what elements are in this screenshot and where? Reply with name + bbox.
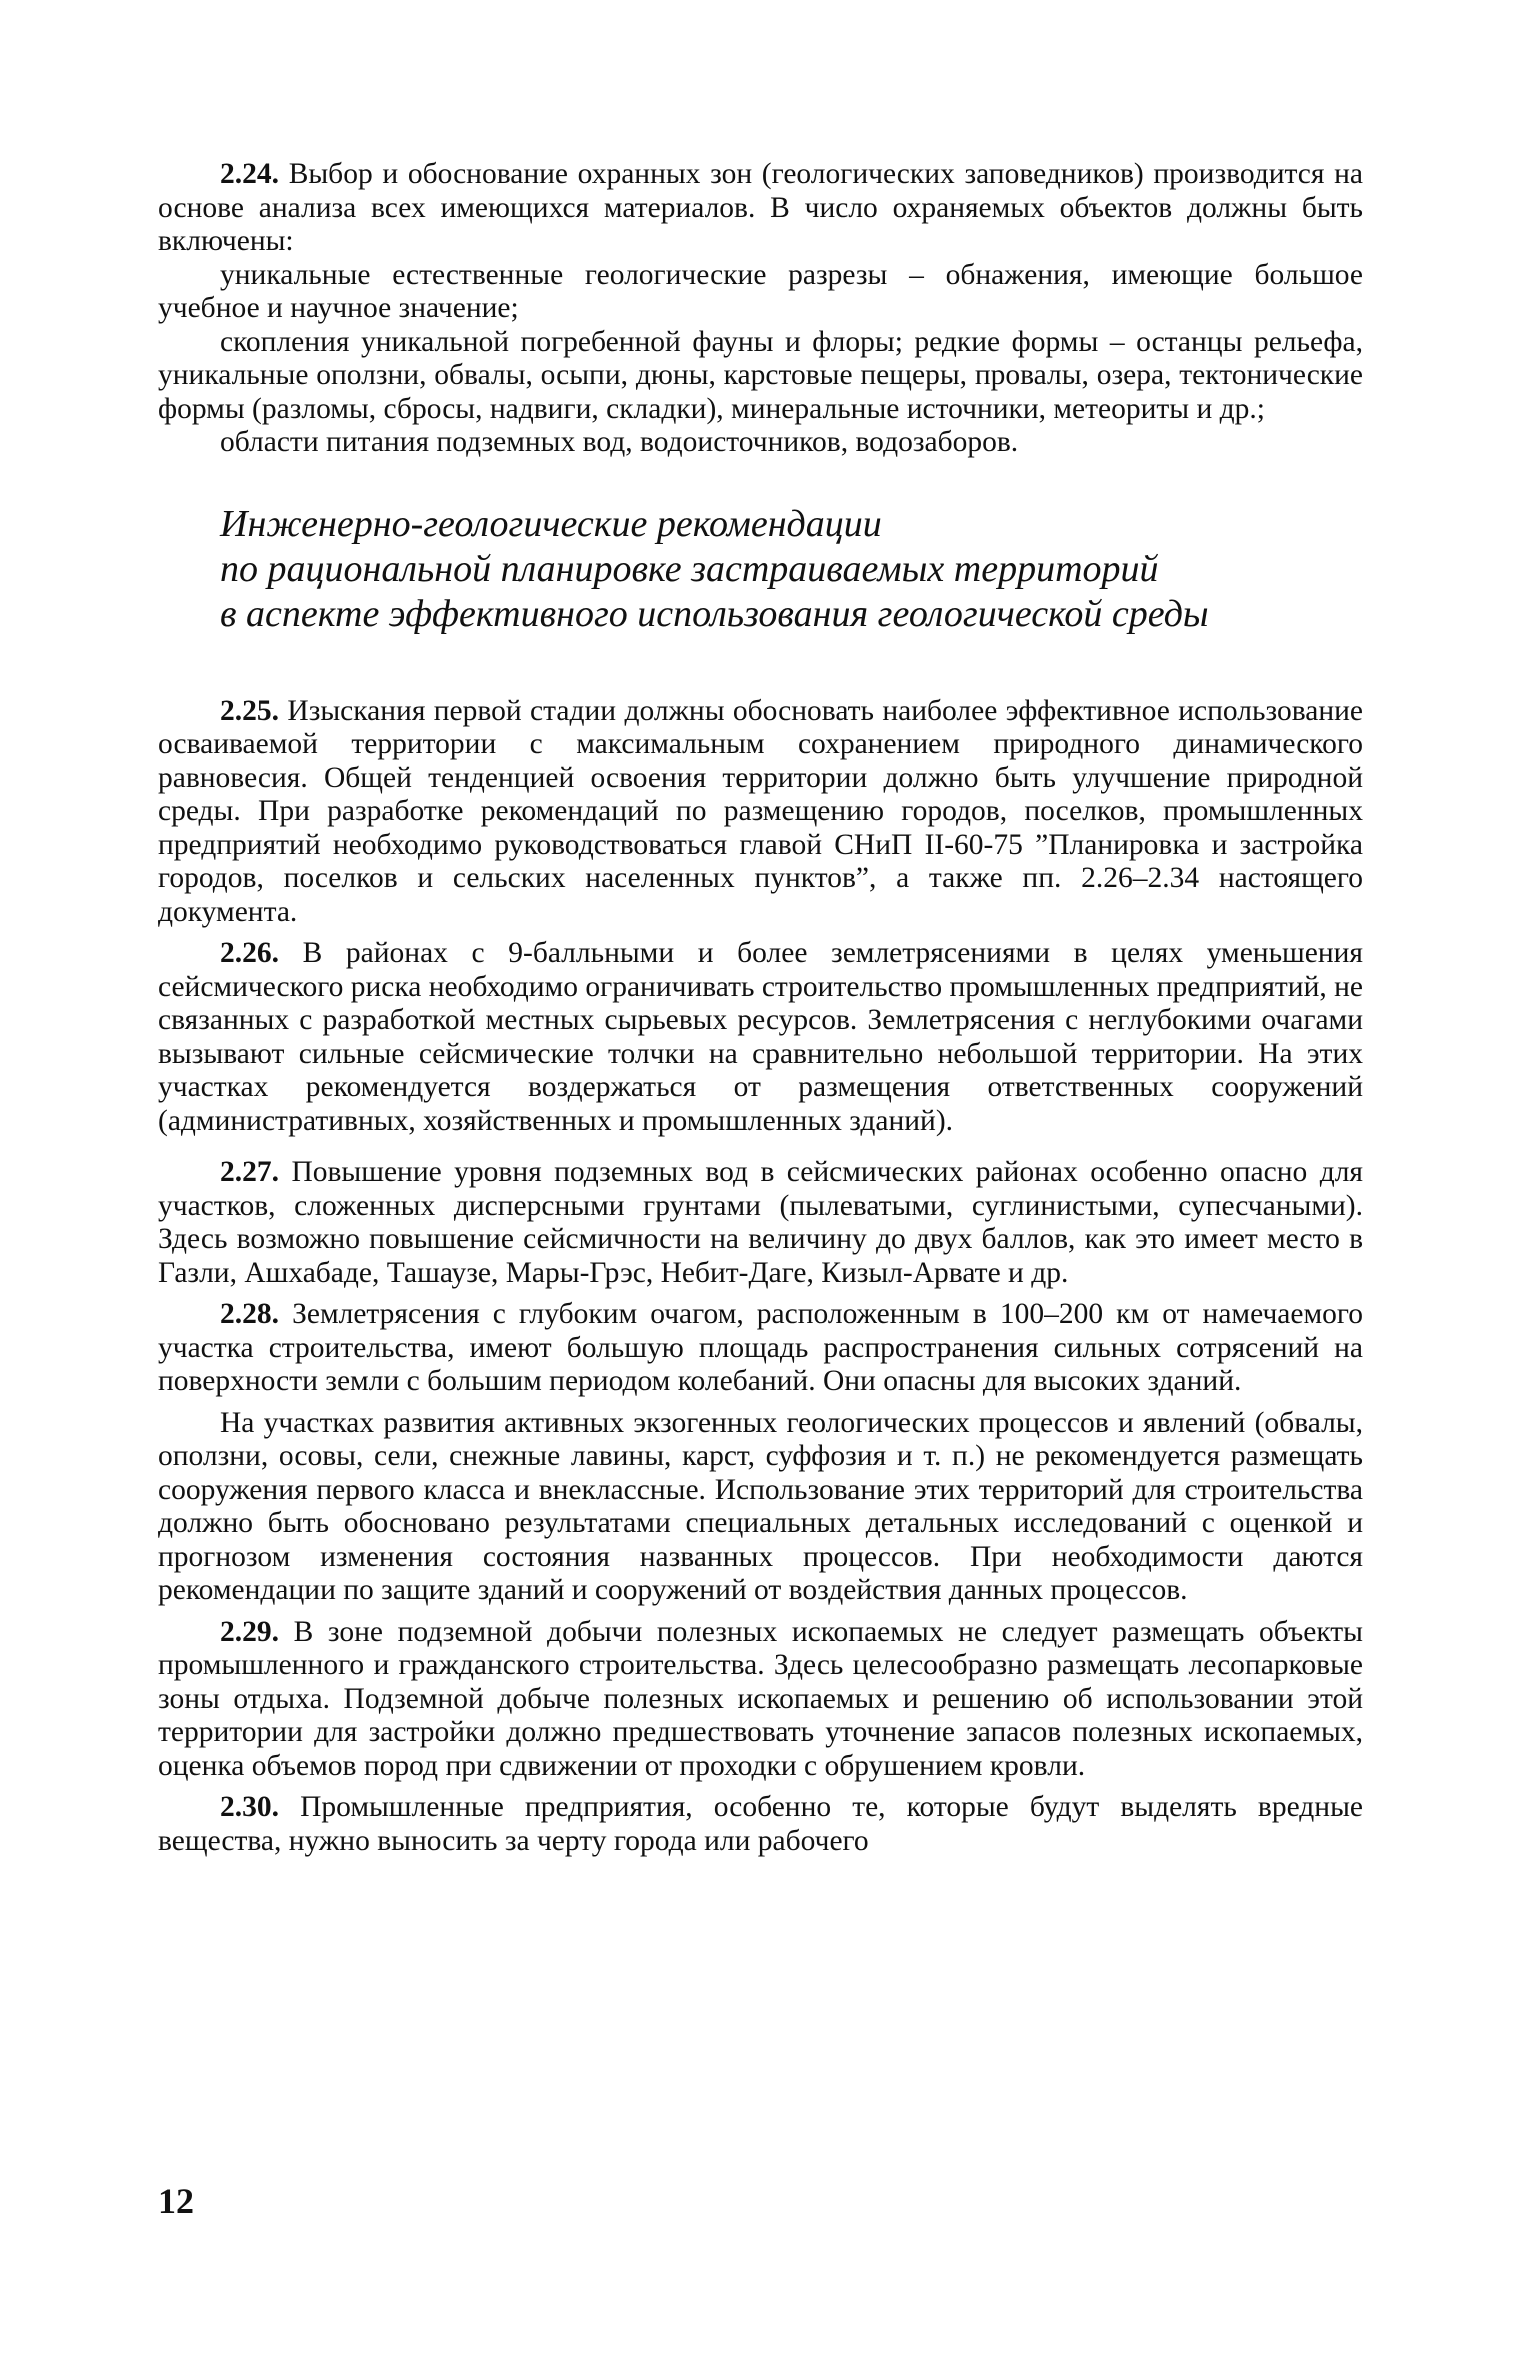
paragraph-number: 2.26. xyxy=(220,937,279,969)
paragraph-number: 2.29. xyxy=(220,1615,279,1648)
paragraph-number: 2.28. xyxy=(220,1298,279,1330)
paragraph-text: Выбор и обоснование охранных зон (геологических заповедников) производится на основе анализа всех имеющихся материалов. В число охраняемых объектов должны быть включены: xyxy=(158,158,1364,257)
paragraph-text: На участках развития активных экзогенных геологических процессов и явлений (обвалы, оползни, осовы, сели, снежные лавины, карст, суффозия и т. п.) не рекомендуется размещать сооружения первого класса и внеклассные. Использование этих территорий для строительства должно быть обосновано результатами специальных детальных исследований с оценкой и прогнозом изменения состояния названных процессов. При необходимости даются рекомендации по защите зданий и сооружений от воздействия данных процессов. xyxy=(158,1406,1363,1606)
paragraph-exogenous xyxy=(158,1407,1363,1608)
list-item: скопления уникальной погребенной фауны и флоры; редкие формы – останцы рельефа, уникальные оползни, обвалы, осыпи, дюны, карстовые пещеры, провалы, озера, тектонические формы (разломы, сбросы, надвиги, складки), минеральные источники, метеориты и др.; xyxy=(158,325,1363,425)
paragraph-2-28 xyxy=(158,1298,1363,1399)
list-item: области питания подземных вод, водоисточников, водозаборов. xyxy=(220,426,1019,458)
paragraph-number: 2.30. xyxy=(220,1791,279,1823)
section-heading xyxy=(220,502,1363,637)
paragraph-text: Землетрясения с глубоким очагом, расположенным в 100–200 км от намечаемого участка строительства, имеют большую площадь распространения сильных сотрясений на поверхности земли с большим периодом колебаний. Они опасны для высоких зданий. xyxy=(158,1298,1364,1397)
paragraph-text: В зоне подземной добычи полезных ископаемых не следует размещать объекты промышленного и гражданского строительства. Здесь целесообразно размещать лесопарковые зоны отдыха. Подземной добыче полезных ископаемых и решению об использовании этой территории для застройки должно предшествовать уточнение запасов полезных ископаемых, оценка объемов пород при сдвижении от проходки с обрушением кровли. xyxy=(158,1615,1364,1782)
paragraph-number: 2.25. xyxy=(220,694,279,727)
paragraph-2-24 xyxy=(158,158,1363,259)
paragraph-2-30 xyxy=(158,1791,1363,1858)
paragraph-2-29 xyxy=(158,1616,1363,1784)
paragraph-number: 2.27. xyxy=(220,1156,279,1188)
section-2-24 xyxy=(158,158,1363,460)
heading-line: Инженерно-геологические рекомендации xyxy=(220,502,882,545)
page-number: 12 xyxy=(158,2181,194,2221)
paragraph-2-25 xyxy=(158,695,1363,930)
paragraph-2-26 xyxy=(158,937,1363,1138)
paragraph-number: 2.24. xyxy=(220,158,279,190)
paragraph-text: В районах с 9-балльными и более землетрясениями в целях уменьшения сейсмического риска необходимо ограничивать строительство промышленных предприятий, не связанных с разработкой местных сырьевых ресурсов. Землетрясения с неглубокими очагами вызывают сильные сейсмические толчки на сравнительно небольшой территории. На этих участках рекомендуется воздержаться от размещения ответственных сооружений (административных, хозяйственных и промышленных зданий). xyxy=(158,937,1364,1137)
list-item: уникальные естественные геологические разрезы – обнажения, имеющие большое учебное и научное значение; xyxy=(158,258,1363,324)
heading-line: в аспекте эффективного использования геологической среды xyxy=(220,592,1209,635)
paragraph-text: Изыскания первой стадии должны обосновать наиболее эффективное использование осваиваемой территории с максимальным сохранением природного динамического равновесия. Общей тенденцией освоения территории должно быть улучшение природной среды. При разработке рекомендаций по размещению городов, поселков, промышленных предприятий необходимо руководствоваться главой СНиП II-60-75 ”Планировка и застройка городов, поселков и сельских населенных пунктов”, а также пп. 2.26–2.34 настоящего документа. xyxy=(158,694,1363,928)
paragraph-text: Промышленные предприятия, особенно те, которые будут выделять вредные вещества, нужно выносить за черту города или рабочего xyxy=(158,1791,1363,1857)
paragraph-2-27 xyxy=(158,1156,1363,1290)
page-body xyxy=(158,158,1363,1858)
heading-line: по рациональной планировке застраиваемых территорий xyxy=(220,547,1159,590)
paragraph-text: Повышение уровня подземных вод в сейсмических районах особенно опасно для участков, сложенных дисперсными грунтами (пылеватыми, суглинистыми, супесчаными). Здесь возможно повышение сейсмичности на величину до двух баллов, как это имеет место в Газли, Ашхабаде, Ташаузе, Мары-Грэс, Небит-Даге, Кизыл-Арвате и др. xyxy=(158,1156,1363,1289)
